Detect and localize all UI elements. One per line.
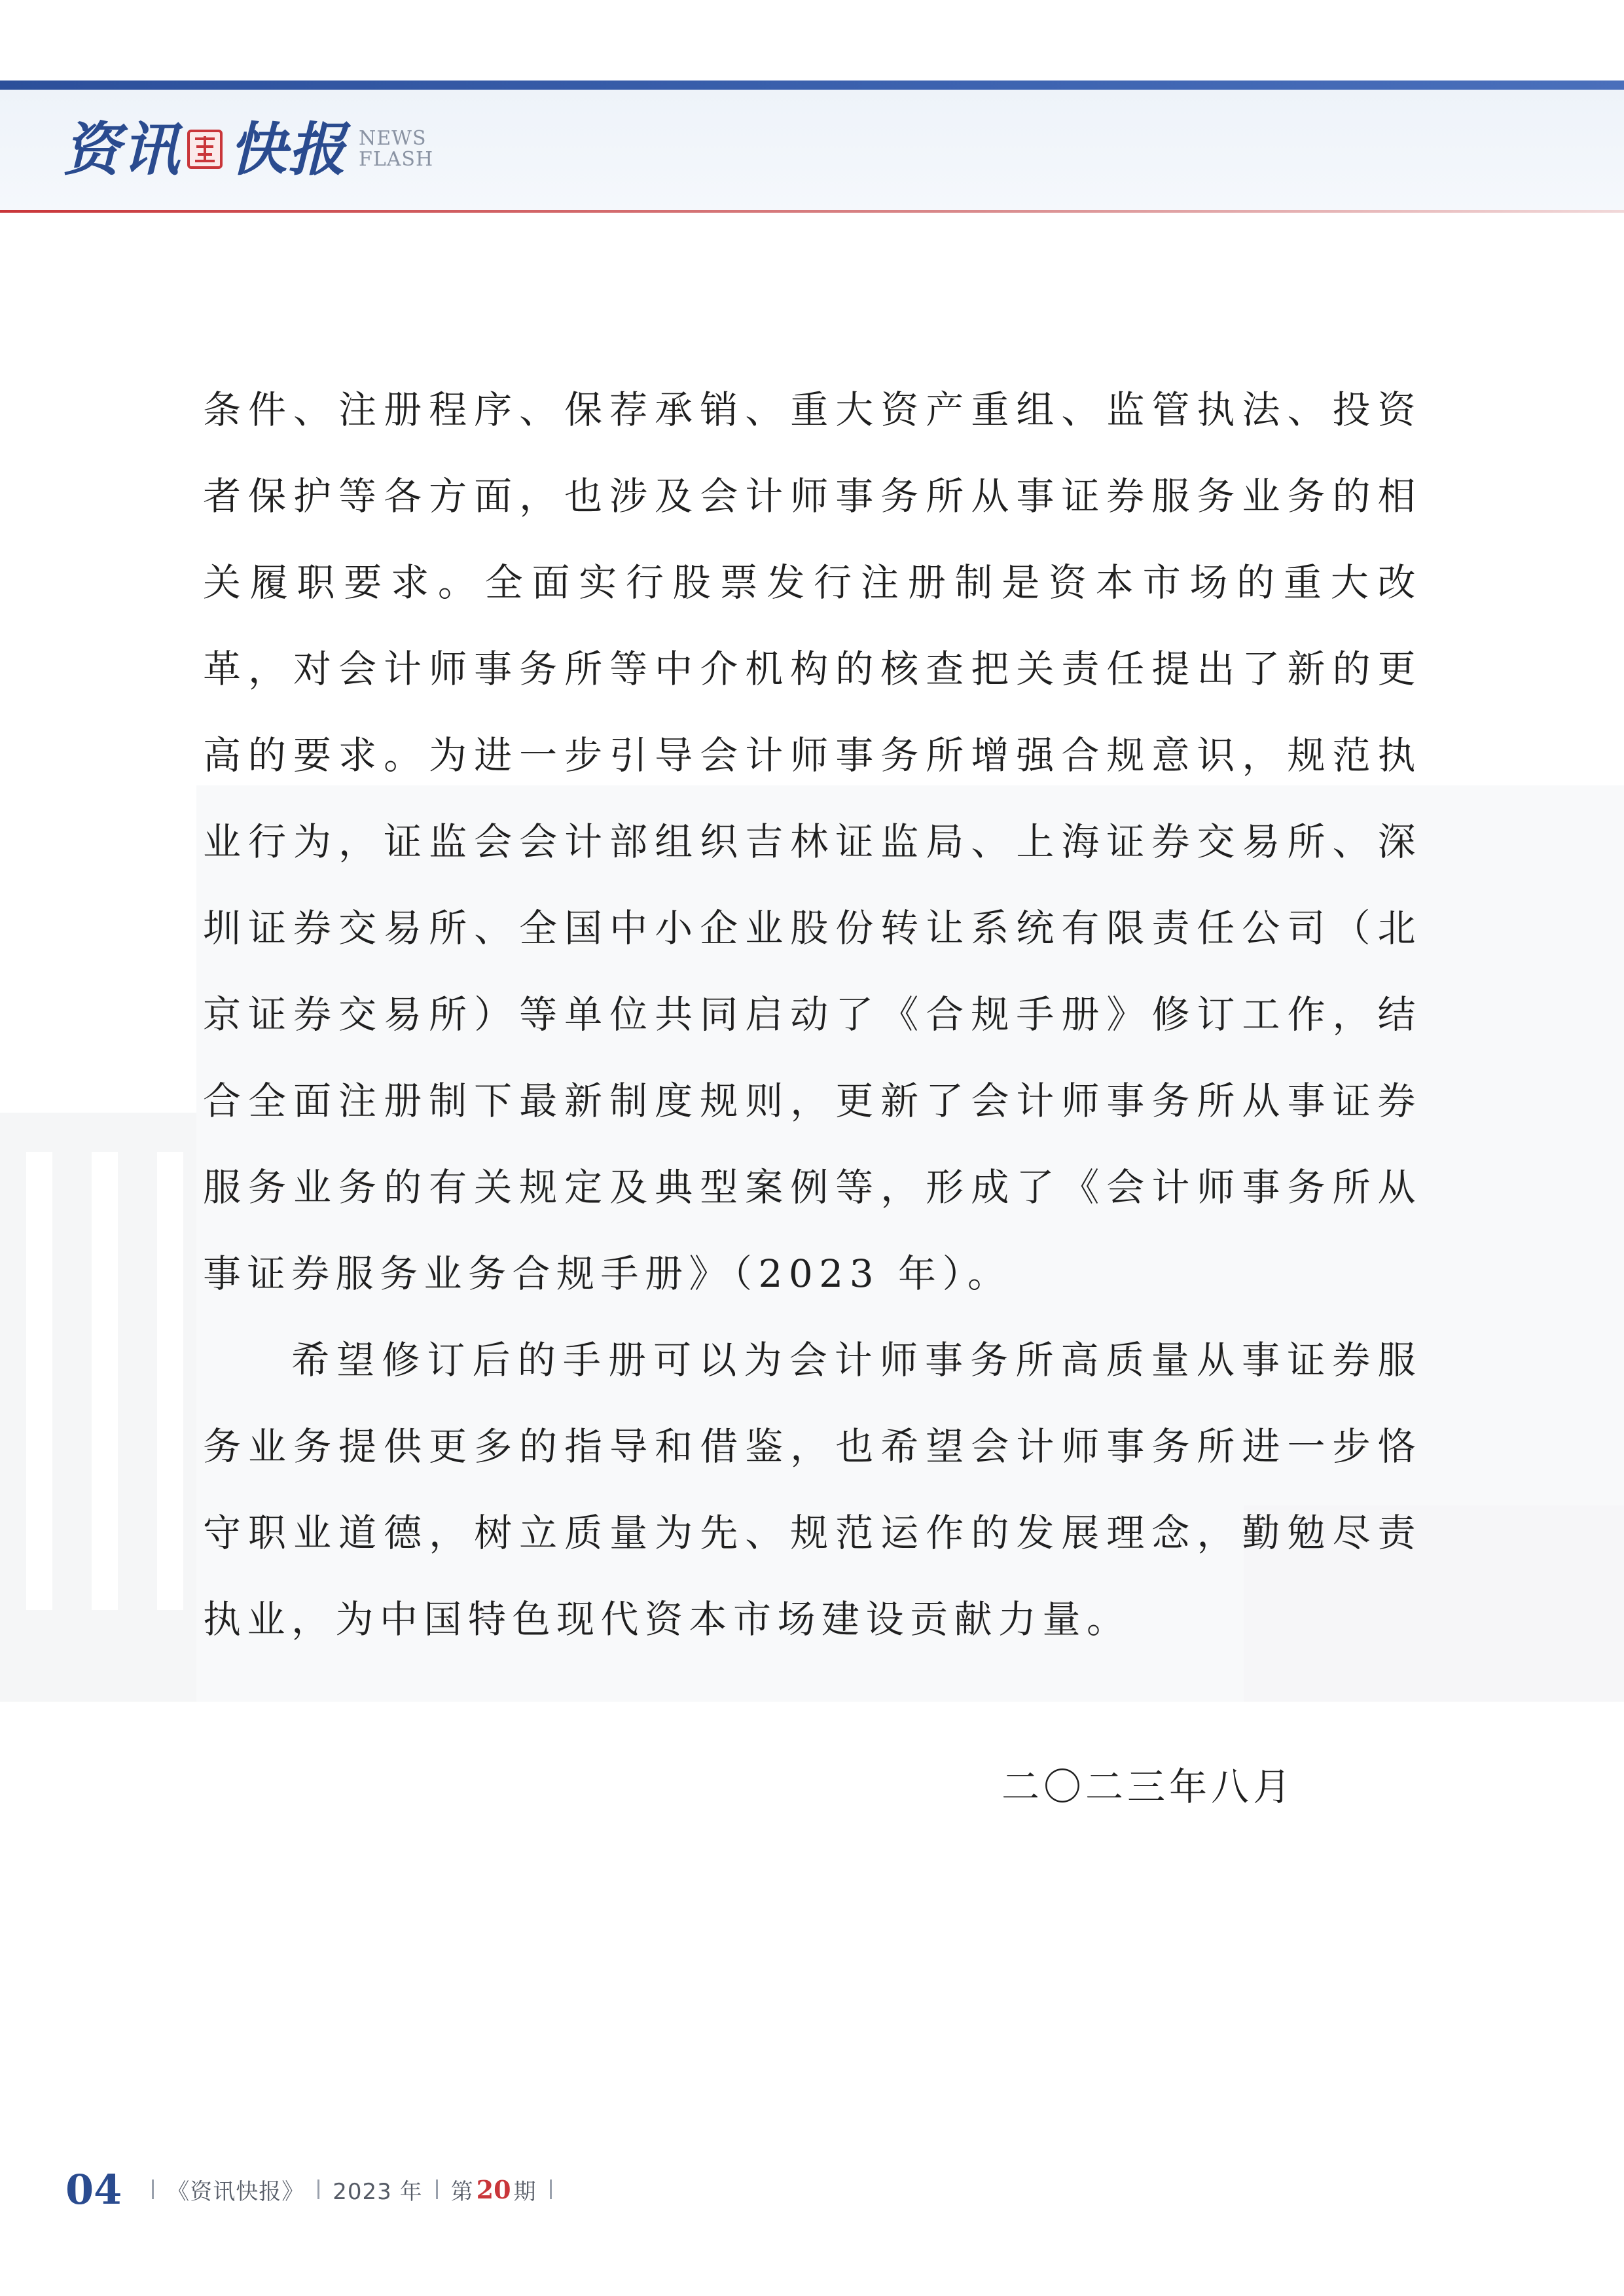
article-body <box>203 367 1422 1662</box>
issue-prefix: 第 <box>450 2178 474 2205</box>
signature-date: 二〇二三年八月 <box>1001 1765 1295 1809</box>
brand-english-line2: FLASH <box>359 148 434 171</box>
footer-divider <box>152 2179 154 2199</box>
publication-year: 2023 年 <box>333 2178 423 2205</box>
issue-number: 20 <box>476 2174 511 2204</box>
seal-icon <box>187 130 223 169</box>
footer-divider <box>317 2179 319 2199</box>
brand-english-line1: NEWS <box>359 127 427 150</box>
page-footer <box>65 2160 565 2219</box>
paragraph-1: 条件、注册程序、保荐承销、重大资产重组、监管执法、投资者保护等各方面，也涉及会计师事务所从事证券服务业务的相关履职要求。全面实行股票发行注册制是资本市场的重大改革，对会计师事务所等中介机构的核查把关责任提出了新的更高的要求。为进一步引导会计师事务所增强合规意识，规范执业行为，证监会会计部组织吉林证监局、上海证券交易所、深圳证券交易所、全国中小企业股份转让系统有限责任公司（北京证券交易所）等单位共同启动了《合规手册》修订工作，结合全面注册制下最新制度规则，更新了会计师事务所从事证券服务业务的有关规定及典型案例等，形成了《会计师事务所从事证券服务业务合规手册》（2023 年）。 <box>203 387 1422 1296</box>
brand-logo <box>63 110 433 188</box>
header-top-rule <box>0 81 1624 90</box>
issue-suffix: 期 <box>513 2178 537 2205</box>
footer-divider <box>550 2179 552 2199</box>
brand-english <box>359 128 433 170</box>
brand-title-right: 快报 <box>229 115 348 183</box>
publication-name: 《资讯快报》 <box>167 2178 305 2205</box>
paragraph-2: 希望修订后的手册可以为会计师事务所高质量从事证券服务业务提供更多的指导和借鉴，也希望会计师事务所进一步恪守职业道德，树立质量为先、规范运作的发展理念，勤勉尽责执业，为中国特色现代资本市场建设贡献力量。 <box>203 1338 1422 1641</box>
footer-divider <box>436 2179 438 2199</box>
page-number: 04 <box>65 2165 122 2214</box>
brand-title-left: 资讯 <box>63 115 181 183</box>
header-divider <box>0 210 1624 213</box>
